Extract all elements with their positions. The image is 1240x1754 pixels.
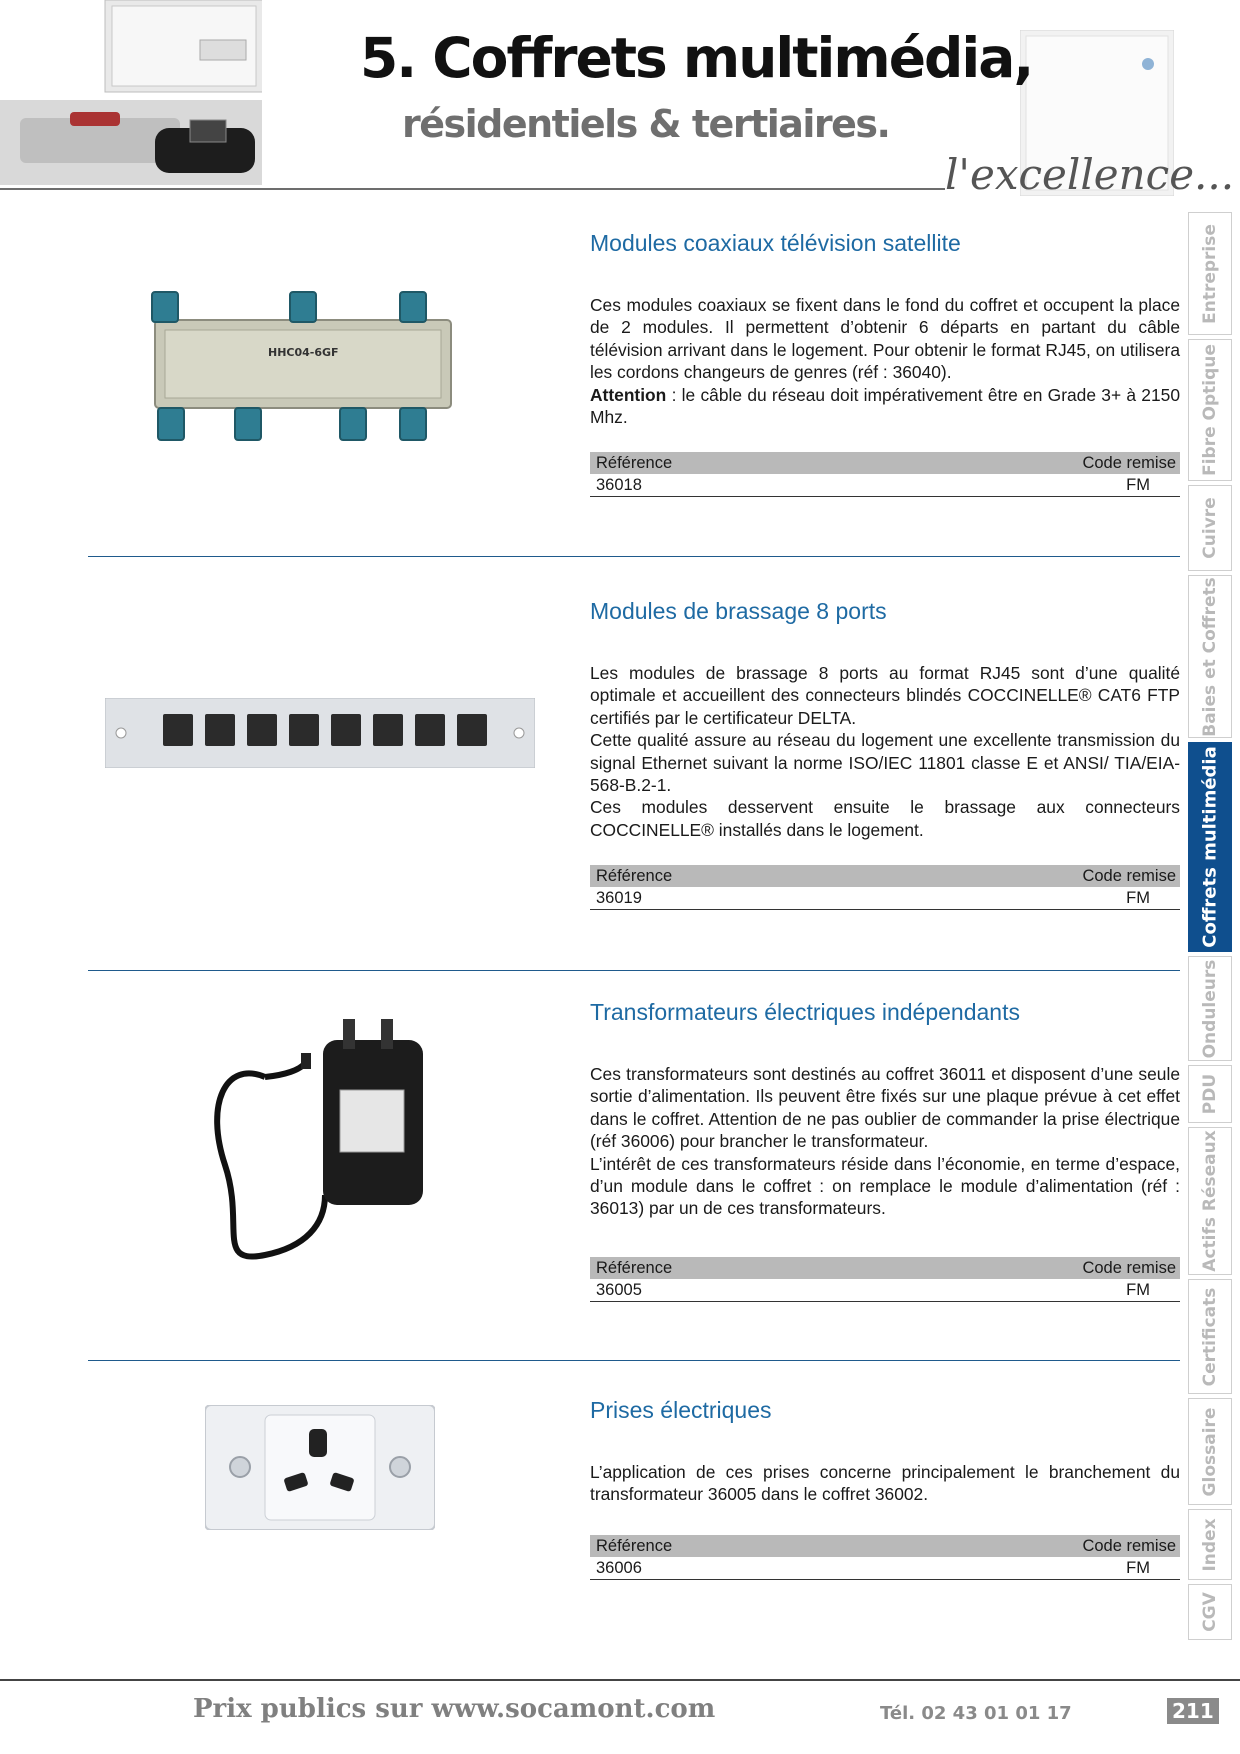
- reference-table: [590, 1257, 1180, 1302]
- attention-label: Attention: [590, 384, 667, 405]
- page-subtitle: résidentiels & tertiaires.: [402, 102, 890, 146]
- tab-pdu[interactable]: PDU: [1188, 1065, 1232, 1123]
- table-row: [590, 1279, 1180, 1302]
- table-row: [590, 1557, 1180, 1580]
- product-section: [0, 0, 1180, 560]
- reference-table-header: Référence Code remise: [590, 865, 1180, 887]
- reference-table: [590, 865, 1180, 910]
- page-title: 5. Coffrets multimédia,: [360, 26, 1033, 90]
- tab-coffrets-multimedia[interactable]: Coffrets multimédia: [1188, 742, 1232, 952]
- tab-cgv[interactable]: CGV: [1188, 1584, 1232, 1640]
- patch-panel-image: [105, 698, 535, 768]
- product-description: Ces modules coaxiaux se fixent dans le fond du coffret et occupent la place de 2 modules. Il permettent d’obtenir 6 départs en partant du câble télévision arrivant dans le logement. Pour obtenir le format RJ45, on utilisera les cordons changeurs de genres (réf : 36040). Attention : le câble du réseau doit impérativement être en Grade 3+ à 2150 Mhz.: [590, 295, 1180, 428]
- product-section: [0, 975, 1180, 1355]
- reference-value: 36006: [596, 1558, 642, 1577]
- reference-table-header: Référence Code remise: [590, 1257, 1180, 1279]
- tab-glossaire[interactable]: Glossaire: [1188, 1398, 1232, 1505]
- table-row: [590, 474, 1180, 497]
- reference-value: 36019: [596, 888, 642, 907]
- power-adapter-image: [205, 1015, 430, 1280]
- header-tagline: l'excellence...: [945, 150, 1235, 199]
- tab-cuivre[interactable]: Cuivre: [1188, 485, 1232, 571]
- product-description: Les modules de brassage 8 ports au format RJ45 sont d’une qualité optimale et accueillent des connecteurs blindés COCCINELLE® CAT6 FTP certifiés par le certificateur DELTA. Cette qualité assure au réseau du logement une excellente transmission du signal Ethernet suivant la norme ISO/IEC 11801 classe E et ANSI/ TIA/EIA-568-B.2-1. Ces modules desservent ensuite le brassage aux connecteurs COCCINELLE® installés dans le logement.: [590, 663, 1180, 840]
- tab-index[interactable]: Index: [1188, 1509, 1232, 1580]
- product-title: Modules coaxiaux télévision satellite: [590, 230, 961, 256]
- product-title: Modules de brassage 8 ports: [590, 598, 887, 624]
- product-title: Transformateurs électriques indépendants: [590, 999, 1020, 1025]
- product-title: Prises électriques: [590, 1397, 772, 1423]
- coax-splitter-image: [150, 290, 455, 445]
- code-value: FM: [1126, 1280, 1150, 1299]
- reference-value: 36005: [596, 1280, 642, 1299]
- tab-onduleurs[interactable]: Onduleurs: [1188, 956, 1232, 1061]
- tab-actifs-reseaux[interactable]: Actifs Réseaux: [1188, 1127, 1232, 1275]
- section-divider: [88, 556, 1180, 557]
- code-value: FM: [1126, 475, 1150, 494]
- product-section: [0, 560, 1180, 970]
- reference-value: 36018: [596, 475, 642, 494]
- tab-fibre-optique[interactable]: Fibre Optique: [1188, 339, 1232, 481]
- tab-entreprise[interactable]: Entreprise: [1188, 212, 1232, 335]
- code-value: FM: [1126, 888, 1150, 907]
- splitter-label: HHC04-6GF: [268, 346, 339, 359]
- electrical-socket-image: [205, 1405, 435, 1530]
- section-divider: [88, 970, 1180, 971]
- product-description: Ces transformateurs sont destinés au coffret 36011 et disposent d’une seule sortie d’alimentation. Ils peuvent être fixés sur une plaque prévue à cet effet dans le coffret. Attention de ne pas oublier de commander la prise électrique (réf 36006) pour brancher le transformateur. L’intérêt de ces transformateurs réside dans l’économie, en terme d’espace, d’un module dans le coffret : on remplace le module d’alimentation (réf : 36013) par un de ces transformateurs.: [590, 1064, 1180, 1219]
- tab-baies-et-coffrets[interactable]: Baies et Coffrets: [1188, 575, 1232, 738]
- page-number: 211: [1167, 1698, 1219, 1724]
- reference-table-header: Référence Code remise: [590, 452, 1180, 474]
- product-section: [0, 1365, 1180, 1665]
- reference-table: [590, 1535, 1180, 1580]
- reference-table-header: Référence Code remise: [590, 1535, 1180, 1557]
- code-value: FM: [1126, 1558, 1150, 1577]
- reference-table: [590, 452, 1180, 497]
- footer-website: Prix publics sur www.socamont.com: [193, 1694, 716, 1724]
- product-description: L’application de ces prises concerne principalement le branchement du transformateur 36005 dans le coffret 36002.: [590, 1462, 1180, 1505]
- section-divider: [88, 1360, 1180, 1361]
- table-row: [590, 887, 1180, 910]
- tab-certificats[interactable]: Certificats: [1188, 1279, 1232, 1394]
- footer-phone: Tél. 02 43 01 01 17: [880, 1703, 1072, 1724]
- footer-rule: [0, 1679, 1240, 1681]
